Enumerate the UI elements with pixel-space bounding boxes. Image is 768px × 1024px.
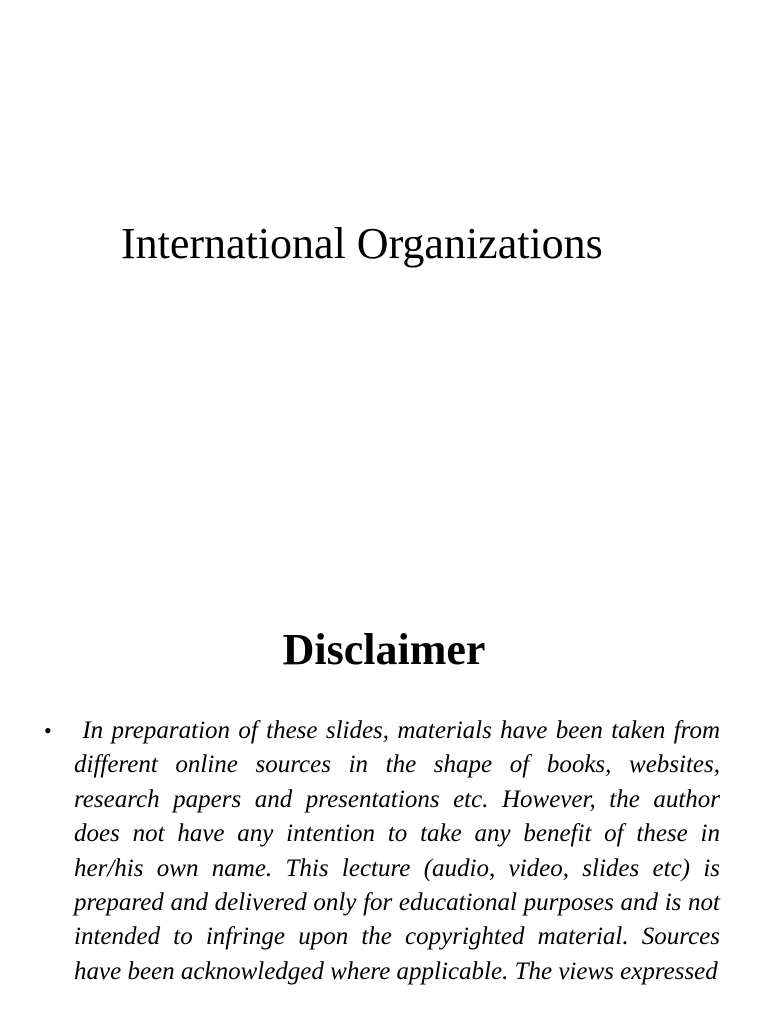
bullet-item <box>44 714 720 989</box>
bullet-icon: • <box>44 718 52 743</box>
disclaimer-slide <box>0 576 768 1024</box>
disclaimer-heading: Disclaimer <box>282 625 486 674</box>
bullet-list <box>0 714 768 989</box>
slide-title: International Organizations <box>121 219 603 268</box>
bullet-text: In preparation of these slides, materials have been taken from different online sources in the shape of books, websites, research papers and presentations etc. However, the author does not have any intention to take any benefit of these in her/his own name. This lecture (audio, video, slides etc) is prepared and delivered only for educational purposes and is not intended to infringe upon the copyrighted material. Sources have been acknowledged where applicable. The views expressed <box>74 717 720 985</box>
